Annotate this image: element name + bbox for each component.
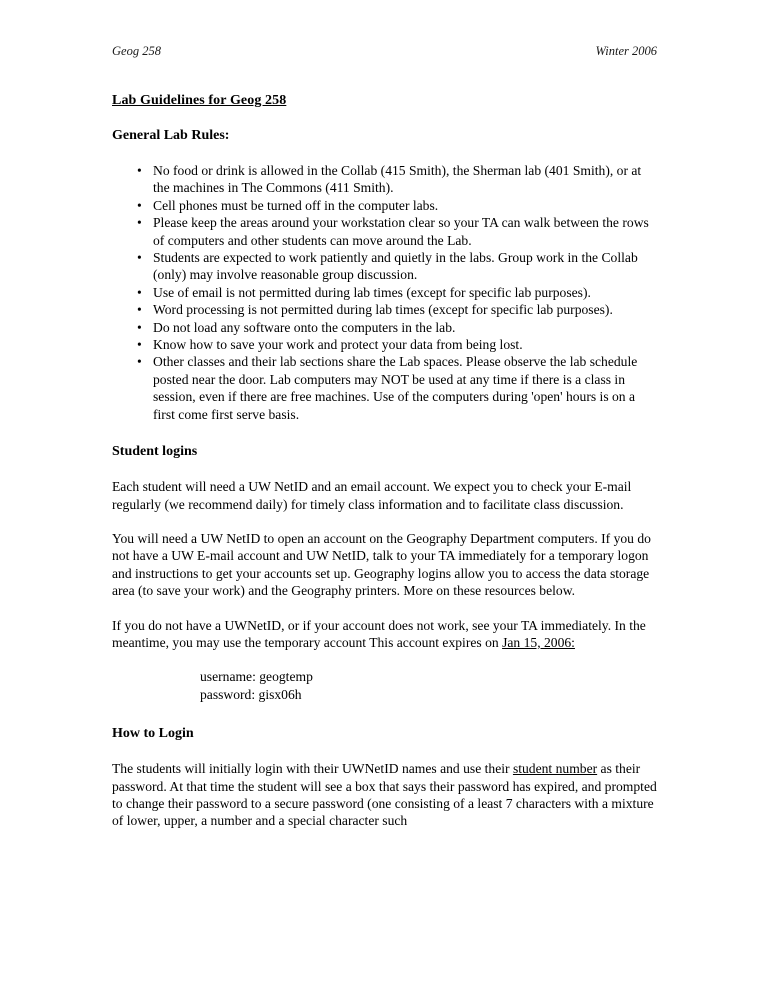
bullet-icon: • — [137, 337, 142, 353]
temporary-account-credentials — [200, 668, 657, 703]
running-head — [112, 44, 657, 59]
list-item — [112, 162, 657, 197]
list-item — [112, 353, 657, 423]
running-head-term: Winter 2006 — [595, 44, 657, 58]
expiry-date-underlined: Jan 15, 2006: — [502, 634, 575, 650]
paragraph-logins-3-text: If you do not have a UWNetID, or if your account does not work, see your TA immediately. In the meantime, you may use the temporary account This account expires on — [112, 617, 646, 650]
list-item — [112, 284, 657, 301]
bullet-icon: • — [137, 215, 142, 231]
section-heading-general-lab-rules: General Lab Rules: — [112, 128, 230, 143]
section-heading-how-to-login: How to Login — [112, 726, 194, 742]
list-item-text: Students are expected to work patiently and quietly in the labs. Group work in the Collab (only) may involve reasonable group discussion. — [153, 250, 638, 283]
paragraph-how-to-login — [112, 760, 657, 830]
section-heading-student-logins: Student logins — [112, 444, 198, 460]
list-item-text: Cell phones must be turned off in the computer labs. — [153, 197, 439, 213]
page-title: Lab Guidelines for Geog 258 — [112, 93, 287, 108]
list-item-text: Know how to save your work and protect your data from being lost. — [153, 337, 523, 353]
list-item — [112, 336, 657, 353]
student-number-underlined: student number — [512, 761, 598, 777]
paragraph-how-to-login-post: as their password. At that time the student will see a box that says their password has expired, and prompted to change their password to a secure password (one consisting of a least 7 characters with a mixture of lower, upper, a number and a special character such — [112, 761, 657, 829]
list-item-text: Word processing is not permitted during lab times (except for specific lab purposes). — [153, 302, 613, 318]
list-item-text: Other classes and their lab sections share the Lab spaces. Please observe the lab schedule posted near the door. Lab computers may NOT be used at any time if there is a class in session, even if there are free machines. Use of the computers during 'open' hours is on a first come first serve basis. — [153, 354, 638, 422]
running-head-course: Geog 258 — [112, 44, 161, 58]
list-item — [112, 197, 657, 214]
list-item-text: Do not load any software onto the computers in the lab. — [153, 319, 456, 335]
list-item — [112, 214, 657, 249]
bullet-icon: • — [137, 284, 142, 300]
bullet-icon: • — [137, 319, 142, 335]
list-item-text: Please keep the areas around your workstation clear so your TA can walk between the rows of computers and other students can move around the Lab. — [153, 215, 649, 248]
paragraph-logins-2: You will need a UW NetID to open an account on the Geography Department computers. If you do not have a UW E-mail account and UW NetID, talk to your TA immediately for a temporary logon and instructions to get your accounts set up. Geography logins allow you to access the data storage area (to save your work) and the Geography printers. More on these resources below. — [112, 530, 651, 599]
paragraph-logins-3 — [112, 617, 657, 652]
paragraph-how-to-login-pre: The students will initially login with their UWNetID names and use their — [112, 761, 513, 777]
list-item-text: Use of email is not permitted during lab times (except for specific lab purposes). — [153, 284, 591, 300]
credential-username: username: geogtemp — [200, 669, 313, 685]
list-item — [112, 319, 657, 336]
list-item — [112, 301, 657, 318]
general-lab-rules-list — [112, 162, 657, 423]
credential-password: password: gisx06h — [200, 686, 302, 702]
paragraph-logins-1: Each student will need a UW NetID and an email account. We expect you to check your E-mail regularly (we recommend daily) for timely class information and to facilitate class discussion. — [112, 479, 632, 512]
bullet-icon: • — [137, 250, 142, 266]
bullet-icon: • — [137, 302, 142, 318]
bullet-icon: • — [137, 197, 142, 213]
list-item-text: No food or drink is allowed in the Collab (415 Smith), the Sherman lab (401 Smith), or at the machines in The Commons (411 Smith). — [153, 163, 642, 196]
list-item — [112, 249, 657, 284]
bullet-icon: • — [137, 163, 142, 178]
page-content — [112, 44, 657, 830]
bullet-icon: • — [137, 354, 142, 370]
